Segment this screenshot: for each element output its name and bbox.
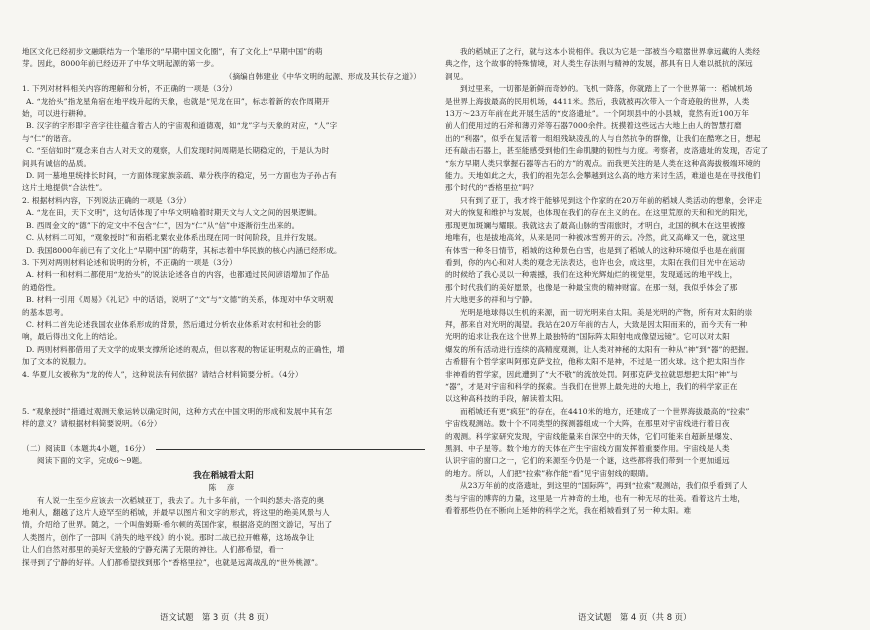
text-line: 有体雪一种冬日情节，稻城的这种景色白雪，也是到了稻城人的这种环境似乎也是在前面 [445,245,746,255]
text-line: 还有敲击石器上，甚至能感受到他们生命肌腱的韧性与力度。考察者，皮洛遗址的发现，否定了 [445,146,769,156]
text-line: 响，最后得出文化上的结论。 [22,332,123,342]
text-line: 加了文本的说服力。 [22,357,92,367]
text-line: 3. 下列对两则材料论述和说明的分析，不正确的一项是（3分） [22,257,237,267]
text-line: 光明是地球得以生机的来源，而一切光明来自太阳。美是光明的产物，所有对太阳的崇 [460,307,753,317]
text-line: 前人们使用过的石斧和薄刃斧等石器7000余件。抚摸着这些远古大地上由人的智慧打磨 [445,121,742,131]
footer-right: 语文试题 第 4 页（共 8 页） [578,612,692,622]
text-line: D. 同一墓地里统排长时间，一方面体现家族亲疏、辈分秩序的稳定，另一方面也为子孙占有 [26,171,337,181]
blank-line [22,381,425,393]
text-line: 从23万年前的皮洛遗址，到这里的“国际阵”，再到“拉索”观测站，我们似乎看到了人 [460,481,748,491]
text-line: 间具有诚信的品质。 [22,158,92,168]
text-line: 的地方。所以，人们把“拉索”称作能“看”见宇宙射线的眼睛。 [445,468,654,478]
text-line: 古希腊有个哲学家叫阿那克萨戈拉，他称太阳不是神，不过是一团火球。这个把太阳当作 [445,357,746,367]
text-line [22,443,425,455]
section-rule [156,449,425,450]
text-line: 认识宇宙的窗口之一，它们的来源至今仍是一个谜，这些都将我们带到一个更加遥远 [445,456,730,466]
text-line: 的时候给了我心灵以一种震撼，我们在这种光辉灿烂的视觉里，发现遥远的地平线上， [445,270,738,280]
text-line: 那个时代的“香格里拉”吗？ [445,183,538,193]
text-line: 宇宙线观测站。数十个不同类型的探测器组成一个大阵，在那里对宇宙线进行着日夜 [445,419,730,429]
text-line: 情，介绍给了世界。随之，一个叫詹姆斯·希尔顿的英国作家，根据洛克的图文游记，写出了 [22,520,333,530]
text-line: 始，可以进行耕种。 [22,109,92,119]
text-line: 探寻到了宁静的好祥。人们都希望找到那个“香格里拉”，也就是远离战乱的“世外桃源”。 [22,557,323,567]
text-line: C. 材料二首先论述我国农业体系形成的背景，然后通过分析农业体系对农村和社会的影 [26,319,322,329]
text-line: 黑洞、中子星等。数个地方的天体在产生宇宙线方面发挥着重要作用。宇宙线是人类 [445,444,730,453]
text-line: 能力。天地如此之大，我们的祖先怎么会攀越到这么高的地方来讨生活，难道也是在寻找他们 [445,171,761,181]
text-line: 只有到了亚丁，我才终于能够见到这个作家的在20万年前的稻城人类活动的想象，会评走 [460,195,763,205]
article-title: 我在稻城看太阳 [193,470,254,481]
text-line: 非神看的哲学家，因此遭到了“大不敬”的流放处罚。阿那克萨戈拉就思想把太阳“神”与 [445,369,738,379]
right-column [445,46,848,606]
text-line: 人类图片，创作了一部叫《消失的地平线》的小说。那时二战已拉开帷幕，这场战争让 [22,532,315,542]
footer-left: 语文试题 第 3 页（共 8 页） [160,612,274,622]
text-line: B. 汉字的字形即字音字往往蕴含着古人的宇宙观和道德观，如“龙”字与天象的对应，“人”字 [26,121,338,131]
text-line: A. “龙抬头”指龙星角宿在地平线升起的天象，也就是“见龙在田”，标志着新的农作周期开 [26,96,330,106]
text-line: 片大地更多的祥和与宁静。 [445,295,538,305]
text-line: B. 西周金文的“德”下的定文中不包含“仁”，因为“仁”从“信”中逐渐衍生出来的。 [26,220,300,230]
text-line: 光明的追求让我在这个世界上最独特的“国际阵太阳射电成像望远镜”。它可以对太阳 [445,332,730,342]
text-line: 爆发的所有活动进行连续的高精度观测，让人类对神秘的太阳有一种从“神”到“器”的把握。 [445,344,754,354]
text-line: “器”，才是对宇宙和科学的探索。当我们在世界上最先进的大地上，我们的科学家正在 [445,381,738,391]
text-line: D. 我国8000年前已有了文化上“早期中国”的萌芽，其标志着中华民族的核心内涵已经形成。 [26,245,342,255]
text-line: 对大的恢复和维护与发展，也体现在我们的存在主义的在。在这里荒原的天和和光的阳光， [445,208,753,218]
text-line: 而稻城还有更“疯狂”的存在，在4410米的地方，还建成了一个世界海拔最高的“拉索” [460,406,750,416]
text-line: 地唯有，也是拔地高耸，从来是同一种被冰雪剪开的云。冷然，此又高峰又一色，就这里 [445,233,746,243]
text-line: 拜，都来自对光明的渴望。我站在20万年前的古人，大致是因太阳而来的，而今天有一种 [445,319,748,329]
text-line: 13万～23万年前在此开展生活的“皮洛遗址”。一个阿坝县中的小县城，竟然有近100万年 [445,109,750,119]
text-line: 样的意义？请根据材料简要说明。（6分） [22,419,162,429]
text-line: 4. 华夏儿女被称为“龙的传人”，这种说法有何依据？请结合材料简要分析。（4分） [22,369,303,379]
text-line: 这片土地提供“合法性”。 [22,183,107,193]
text-line: 的观测。科学家研究发现，宇宙线能量来自深空中的天体，它们可能来自超新星爆发、 [445,431,738,441]
text-line: B. 材料一引用《周易》《礼记》中的话语，说明了“文”与“文德”的关系，体现对中华文明观 [26,295,334,305]
text-line: 看着那些仍在不断向上延伸的科学之光，我在稻城看到了另一种太阳。难 [445,506,692,516]
blank-line [22,431,425,443]
text-line: 的基本思考。 [22,307,69,317]
text-line: 典之作，这个故事的特殊情境，对人类生存法则与精神的发展，都具有日人难以抵抗的深远 [445,59,753,69]
section-heading: （二）阅读Ⅱ（本题共4小题，16分） [22,443,150,453]
text-line: 看到，你的内心和对人类的观念无法表达，也许也会，成这里，太阳在我们目光中在运动 [445,257,746,267]
text-line: 1. 下列对材料相关内容的理解和分析，不正确的一项是（3分） [22,84,237,94]
text-line: 是世界上海拔最高的民用机场，4411米。然后，我就被再次带入一个奇迹般的世界，人类 [445,96,750,106]
text-line: 的通俗性。 [22,282,61,292]
text-line: 洞见。 [445,71,469,81]
text-line: C. 从材料二可知，“观象授时”和南稻北粟农业体系出现在同一时间阶段，且并行发展。 [26,233,322,243]
text-line: 与“仁”的谐音。 [22,133,77,143]
text-line: （摘编自韩建业《中华文明的起源、形成及其长存之道》） [224,71,421,81]
text-line: A. 材料一和材料二都使用“龙抬头”的说法论述各自的内容，也都通过民间谚语增加了作品 [26,270,330,280]
text-line: 地利人，翻越了这片人迹罕至的稻城，并最早以图片和文字的形式，将这里的绝美风景与人 [22,507,330,517]
text-line: 让人们自然对那里的美好天堂般的宁静充满了无限的神往。人们都希望，看一 [22,545,284,555]
text-line: A. “龙在田，天下文明”，这句话体现了中华文明喻着时期天文与人文之间的因果逻辑。 [26,208,322,218]
text-line: 出的“利器”，似乎在复活着一组组残缺凌乱的人与自然抗争的群像，让我们在酷寒之日，想起 [445,133,761,143]
text-line: 那现更加斑斓与耀眼。我就这去了最高山脉的雪雨旅时，才明白，北国的枫木在这里被擦 [445,220,746,230]
text-line: “东方早期人类只掌握石器等古石的方”的观点。而我更关注的是人类在这种高海拔极端环境的 [445,158,761,168]
text-line: 类与宇宙的博弈的力量，这里是一片神奇的土地，也有一种无尽的壮美。看着这片土地， [445,493,746,503]
text-line: 有人说一生至少应该去一次稻城亚丁，我去了。九十多年前，一个叫约瑟夫·洛克的奥 [37,495,325,505]
text-line: 那个时代我们的美好愿景，也像是一种最宝贵的精神财富。在那一刻，我似乎体会了那 [445,282,738,292]
text-line: 到过里来，一切都是新鲜而奇妙的。飞机一降落，你就踏上了一个世界第一：稻城机场 [460,84,753,94]
text-line: 阅读下面的文字，完成6～9题。 [37,456,147,466]
text-line: 我的稻城正了之行，就与这本小说相伴。我以为它是一部被当今喧嚣世界拿远藏的人类经 [460,47,761,56]
text-line: 5. “观象授时”措通过观测天象运转以确定时间，这种方式在中国文明的形成和发展中其有怎 [22,406,333,416]
article-author: 陈 彦 [208,483,239,493]
text-line: D. 两则材料都借用了天文学的成果支撑所论述的观点，但以客观的物证证明观点的正确性，增 [26,344,345,354]
text-line: C. “至信如时”观念来自古人对天文的观察，人们发现时间周期是长期稳定的，于是认为时 [26,146,330,156]
text-line: 地区文化已经初步文融联结为一个雏形的“早期中国文化圈”，有了文化上“早期中国”的萌 [22,47,323,56]
left-column [22,46,425,606]
blank-line [22,393,425,405]
text-line: 以这种高科技的手段，解读着太阳。 [445,394,569,404]
text-line: 芽。因此，8000年前已经迈开了中华文明起源的第一步。 [22,59,219,69]
text-line: 2. 根据材料内容，下列说法正确的一项是（3分） [22,195,191,205]
